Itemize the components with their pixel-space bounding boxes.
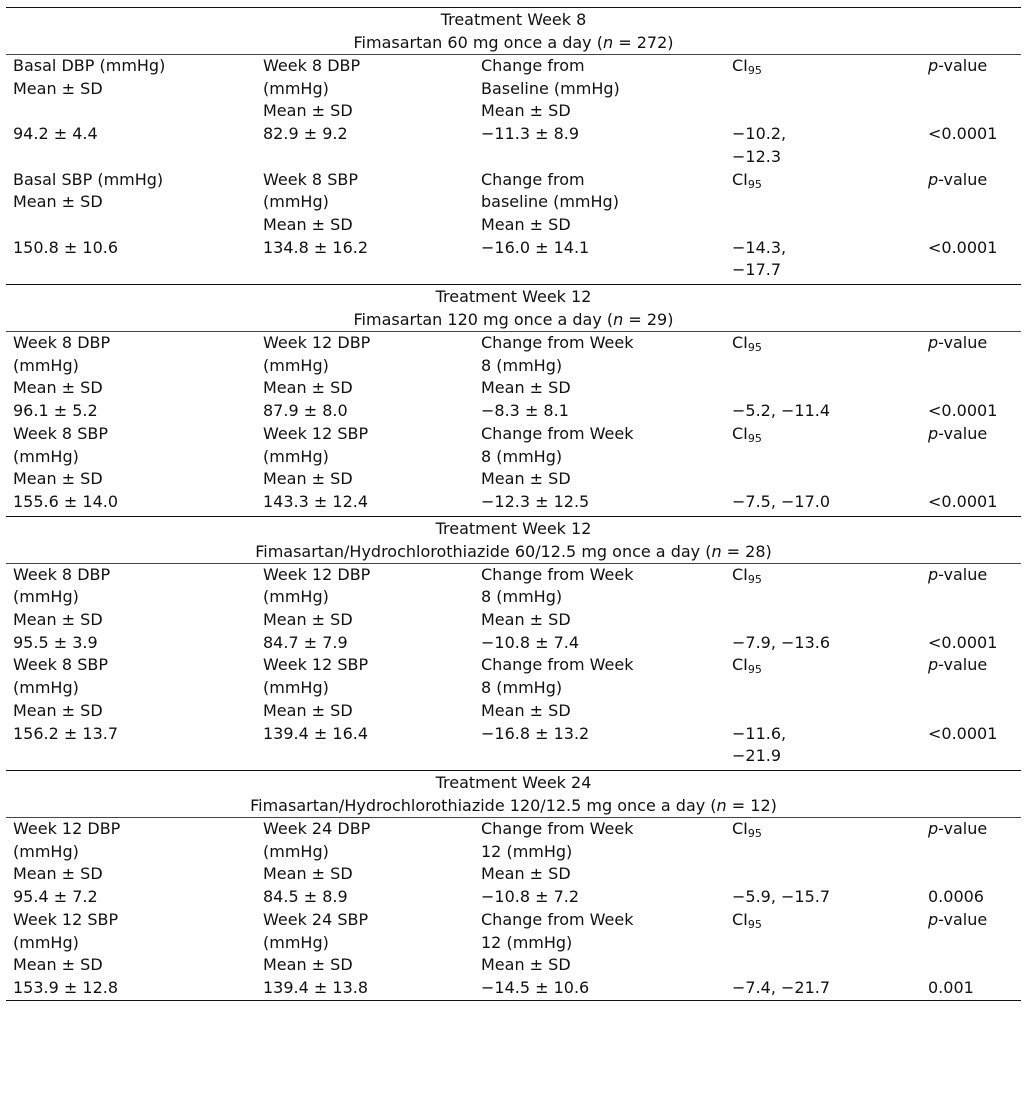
ci-label: CI [732, 564, 748, 584]
header-line: Mean ± SD [481, 864, 571, 884]
header-c1 [6, 909, 256, 977]
n-value: = 12) [726, 795, 777, 815]
value-c2 [256, 632, 474, 655]
header-line: Baseline (mmHg) [481, 78, 620, 98]
header-p-value [921, 654, 1021, 722]
cell-value: −16.8 ± 13.2 [481, 723, 590, 743]
ci-value-line: −11.6, [732, 723, 787, 743]
column-header-row [6, 818, 1021, 886]
header-line: baseline (mmHg) [481, 192, 619, 212]
value-ci [725, 886, 921, 909]
value-c1 [6, 400, 256, 423]
value-c2 [256, 886, 474, 909]
p-value: <0.0001 [928, 124, 998, 144]
value-ci [725, 400, 921, 423]
value-p [921, 491, 1021, 514]
header-line: Change from Week [481, 655, 634, 675]
header-line: Week 24 DBP [263, 818, 371, 838]
cell-value: 87.9 ± 8.0 [263, 401, 348, 421]
data-row [6, 491, 1021, 514]
p-value: <0.0001 [928, 401, 998, 421]
header-line: Week 8 SBP [13, 423, 108, 443]
value-c1 [6, 632, 256, 655]
header-line: (mmHg) [13, 446, 79, 466]
cell-value: 95.4 ± 7.2 [13, 887, 98, 907]
cell-value: −10.8 ± 7.2 [481, 887, 580, 907]
header-line: Mean ± SD [13, 864, 103, 884]
header-line: Week 24 SBP [263, 909, 369, 929]
header-line: Change from Week [481, 333, 634, 353]
value-c2 [256, 123, 474, 168]
ci-value-line: −5.9, −15.7 [732, 887, 831, 907]
regimen-text: Fimasartan 60 mg once a day ( [353, 33, 603, 52]
header-line: Mean ± SD [263, 864, 353, 884]
value-c1 [6, 491, 256, 514]
header-c1 [6, 654, 256, 722]
header-line [13, 214, 256, 237]
header-c2 [256, 169, 474, 237]
header-line: Mean ± SD [481, 469, 571, 489]
cell-value: 153.9 ± 12.8 [13, 977, 119, 997]
bottom-rule [6, 1000, 1021, 1001]
ci-subscript: 95 [747, 663, 762, 677]
ci-label: CI [732, 909, 748, 929]
data-row [6, 123, 1021, 168]
cell-value: −8.3 ± 8.1 [481, 401, 569, 421]
value-p [921, 632, 1021, 655]
header-c2 [256, 818, 474, 886]
header-line: Basal SBP (mmHg) [13, 169, 164, 189]
header-line: Mean ± SD [481, 101, 571, 121]
data-row [6, 632, 1021, 655]
header-line: Mean ± SD [481, 378, 571, 398]
value-c3 [474, 123, 725, 168]
cell-value: 95.5 ± 3.9 [13, 632, 98, 652]
section-regimen [6, 31, 1021, 54]
p-label: p [928, 169, 939, 189]
header-c3 [474, 818, 725, 886]
header-line: Week 12 SBP [13, 909, 119, 929]
value-c2 [256, 977, 474, 1000]
value-ci [725, 491, 921, 514]
cell-value: −14.5 ± 10.6 [481, 977, 590, 997]
header-p-value [921, 564, 1021, 632]
ci-value-line: −14.3, [732, 237, 787, 257]
cell-value: 156.2 ± 13.7 [13, 723, 119, 743]
header-line: Week 12 DBP [263, 333, 371, 353]
header-line: (mmHg) [263, 841, 329, 861]
cell-value: 96.1 ± 5.2 [13, 401, 98, 421]
header-line: Basal DBP (mmHg) [13, 56, 166, 75]
value-c3 [474, 886, 725, 909]
header-line: Change from Week [481, 909, 634, 929]
column-header-row [6, 564, 1021, 632]
ci-value-line: −21.9 [732, 746, 782, 766]
column-header-row [6, 55, 1021, 123]
section-regimen [6, 540, 1021, 563]
p-value: <0.0001 [928, 723, 998, 743]
column-header-row [6, 423, 1021, 491]
regimen-text: Fimasartan 120 mg once a day ( [353, 310, 614, 330]
header-line: Mean ± SD [263, 214, 353, 234]
header-c1 [6, 55, 256, 123]
section-title: Treatment Week 12 [435, 287, 592, 307]
header-c3 [474, 909, 725, 977]
header-line: Week 12 SBP [263, 423, 369, 443]
p-suffix: -value [938, 818, 988, 838]
header-p-value [921, 423, 1021, 491]
value-c2 [256, 491, 474, 514]
header-line: Mean ± SD [13, 700, 103, 720]
header-line: Mean ± SD [13, 78, 103, 98]
header-line: Change from [481, 56, 585, 75]
cell-value: −10.8 ± 7.4 [481, 632, 580, 652]
cell-value: 134.8 ± 16.2 [263, 237, 369, 257]
section-title: Treatment Week 8 [440, 10, 587, 29]
regimen-text: Fimasartan/Hydrochlorothiazide 60/12.5 mg once a day ( [255, 541, 712, 561]
header-line: Mean ± SD [263, 469, 353, 489]
header-line: (mmHg) [263, 78, 329, 98]
section-header [6, 771, 1021, 817]
p-value: <0.0001 [928, 237, 998, 257]
p-value: 0.001 [928, 977, 974, 997]
header-line: Mean ± SD [13, 469, 103, 489]
value-p [921, 886, 1021, 909]
p-label: p [928, 909, 939, 929]
ci-value-line: −7.4, −21.7 [732, 977, 831, 997]
header-ci [725, 55, 921, 123]
column-header-row [6, 909, 1021, 977]
value-c2 [256, 400, 474, 423]
ci-label: CI [732, 655, 748, 675]
header-line: (mmHg) [263, 446, 329, 466]
header-c3 [474, 332, 725, 400]
header-c1 [6, 332, 256, 400]
header-c2 [256, 55, 474, 123]
header-line: (mmHg) [13, 932, 79, 952]
cell-value: 84.5 ± 8.9 [263, 887, 348, 907]
p-suffix: -value [938, 655, 988, 675]
n-value: = 29) [623, 310, 674, 330]
header-line: (mmHg) [263, 932, 329, 952]
header-c1 [6, 564, 256, 632]
column-header-row [6, 332, 1021, 400]
section-regimen [6, 794, 1021, 817]
column-header-row [6, 169, 1021, 237]
value-c3 [474, 632, 725, 655]
ci-subscript: 95 [747, 341, 762, 355]
header-line: Mean ± SD [481, 610, 571, 630]
header-ci [725, 818, 921, 886]
p-suffix: -value [938, 564, 988, 584]
header-line: Mean ± SD [13, 192, 103, 212]
header-line: Week 8 DBP [263, 56, 361, 75]
cell-value: 139.4 ± 13.8 [263, 977, 369, 997]
header-line: 8 (mmHg) [481, 355, 563, 375]
n-label: n [711, 541, 722, 561]
header-line: Mean ± SD [263, 101, 353, 121]
p-value: 0.0006 [928, 887, 984, 907]
p-value: <0.0001 [928, 632, 998, 652]
value-ci [725, 977, 921, 1000]
value-c3 [474, 977, 725, 1000]
ci-value-line: −10.2, [732, 124, 787, 144]
p-suffix: -value [938, 909, 988, 929]
cell-value: −12.3 ± 12.5 [481, 491, 590, 511]
cell-value: 139.4 ± 16.4 [263, 723, 369, 743]
data-row [6, 400, 1021, 423]
section-title: Treatment Week 24 [435, 772, 592, 792]
data-row [6, 237, 1021, 282]
header-line: Week 8 DBP [13, 564, 111, 584]
header-c3 [474, 654, 725, 722]
value-c1 [6, 237, 256, 282]
ci-value-line: −17.7 [732, 260, 782, 280]
data-row [6, 886, 1021, 909]
header-line: 8 (mmHg) [481, 678, 563, 698]
value-c1 [6, 723, 256, 768]
ci-value-line: −7.5, −17.0 [732, 491, 831, 511]
header-c1 [6, 169, 256, 237]
ci-value-line: −12.3 [732, 146, 782, 166]
header-line: Week 8 DBP [13, 333, 111, 353]
header-line: 8 (mmHg) [481, 587, 563, 607]
column-header-row [6, 654, 1021, 722]
header-c3 [474, 169, 725, 237]
header-line: (mmHg) [263, 355, 329, 375]
p-suffix: -value [938, 333, 988, 353]
ci-subscript: 95 [747, 431, 762, 445]
value-p [921, 723, 1021, 768]
header-ci [725, 654, 921, 722]
ci-value-line: −5.2, −11.4 [732, 401, 831, 421]
header-line: (mmHg) [263, 192, 329, 212]
n-label: n [602, 33, 614, 52]
header-line: Change from Week [481, 818, 634, 838]
header-line: Week 12 DBP [13, 818, 121, 838]
header-line: Week 8 SBP [263, 169, 358, 189]
header-line: Mean ± SD [13, 378, 103, 398]
section-header [6, 285, 1021, 331]
header-line: (mmHg) [263, 678, 329, 698]
header-line: Mean ± SD [481, 700, 571, 720]
header-line: Mean ± SD [263, 955, 353, 975]
n-label: n [613, 310, 624, 330]
header-c2 [256, 423, 474, 491]
ci-label: CI [732, 333, 748, 353]
n-value: = 28) [721, 541, 772, 561]
header-ci [725, 169, 921, 237]
ci-label: CI [732, 56, 748, 75]
p-value: <0.0001 [928, 491, 998, 511]
cell-value: 143.3 ± 12.4 [263, 491, 369, 511]
header-line: Mean ± SD [263, 378, 353, 398]
cell-value: −11.3 ± 8.9 [481, 124, 580, 144]
header-line: Mean ± SD [481, 214, 571, 234]
header-p-value [921, 818, 1021, 886]
header-c2 [256, 909, 474, 977]
n-label: n [716, 795, 727, 815]
value-ci [725, 632, 921, 655]
value-p [921, 123, 1021, 168]
value-p [921, 977, 1021, 1000]
header-line: (mmHg) [13, 355, 79, 375]
header-line: Mean ± SD [263, 700, 353, 720]
value-ci [725, 723, 921, 768]
header-c2 [256, 564, 474, 632]
n-value: = 272) [613, 33, 674, 52]
ci-subscript: 95 [747, 917, 762, 931]
p-suffix: -value [938, 169, 988, 189]
value-p [921, 237, 1021, 282]
header-p-value [921, 332, 1021, 400]
value-c3 [474, 400, 725, 423]
value-c3 [474, 237, 725, 282]
header-c1 [6, 423, 256, 491]
ci-subscript: 95 [747, 572, 762, 586]
data-row [6, 977, 1021, 1000]
header-line: Week 12 SBP [263, 655, 369, 675]
section-header [6, 8, 1021, 54]
header-line: (mmHg) [13, 841, 79, 861]
value-c3 [474, 723, 725, 768]
value-c1 [6, 977, 256, 1000]
ci-label: CI [732, 818, 748, 838]
header-line: Mean ± SD [263, 610, 353, 630]
p-label: p [928, 818, 939, 838]
cell-value: 84.7 ± 7.9 [263, 632, 348, 652]
header-line: Change from Week [481, 564, 634, 584]
p-label: p [928, 655, 939, 675]
ci-value-line: −7.9, −13.6 [732, 632, 831, 652]
section-title: Treatment Week 12 [435, 518, 592, 538]
header-c1 [6, 818, 256, 886]
cell-value: −16.0 ± 14.1 [481, 237, 590, 257]
header-line: (mmHg) [13, 587, 79, 607]
p-label: p [928, 56, 939, 75]
section-regimen [6, 308, 1021, 331]
value-c1 [6, 886, 256, 909]
cell-value: 155.6 ± 14.0 [13, 491, 119, 511]
header-line: (mmHg) [13, 678, 79, 698]
header-c2 [256, 654, 474, 722]
ci-subscript: 95 [747, 826, 762, 840]
header-line: (mmHg) [263, 587, 329, 607]
header-line: Mean ± SD [481, 955, 571, 975]
cell-value: 150.8 ± 10.6 [13, 237, 119, 257]
cell-value: 94.2 ± 4.4 [13, 124, 98, 144]
results-table [6, 0, 1021, 1001]
ci-label: CI [732, 423, 748, 443]
cell-value: 82.9 ± 9.2 [263, 124, 348, 144]
header-line: 12 (mmHg) [481, 841, 573, 861]
header-p-value [921, 909, 1021, 977]
header-line: Week 8 SBP [13, 655, 108, 675]
p-suffix: -value [938, 423, 988, 443]
ci-subscript: 95 [747, 177, 762, 191]
value-c3 [474, 491, 725, 514]
regimen-text: Fimasartan/Hydrochlorothiazide 120/12.5 mg once a day ( [250, 795, 717, 815]
ci-label: CI [732, 169, 748, 189]
header-line: 12 (mmHg) [481, 932, 573, 952]
value-ci [725, 237, 921, 282]
header-line: 8 (mmHg) [481, 446, 563, 466]
ci-subscript: 95 [747, 64, 762, 77]
header-c3 [474, 423, 725, 491]
p-label: p [928, 423, 939, 443]
header-c2 [256, 332, 474, 400]
header-line [13, 100, 256, 123]
p-suffix: -value [938, 56, 988, 75]
section-header [6, 517, 1021, 563]
value-c1 [6, 123, 256, 168]
header-ci [725, 564, 921, 632]
header-ci [725, 332, 921, 400]
header-line: Week 12 DBP [263, 564, 371, 584]
value-c2 [256, 237, 474, 282]
header-line: Mean ± SD [13, 955, 103, 975]
p-label: p [928, 564, 939, 584]
header-ci [725, 909, 921, 977]
header-p-value [921, 55, 1021, 123]
data-row [6, 723, 1021, 768]
header-line: Change from [481, 169, 585, 189]
header-p-value [921, 169, 1021, 237]
value-ci [725, 123, 921, 168]
header-ci [725, 423, 921, 491]
value-c2 [256, 723, 474, 768]
header-c3 [474, 55, 725, 123]
header-c3 [474, 564, 725, 632]
header-line: Change from Week [481, 423, 634, 443]
value-p [921, 400, 1021, 423]
header-line: Mean ± SD [13, 610, 103, 630]
p-label: p [928, 333, 939, 353]
